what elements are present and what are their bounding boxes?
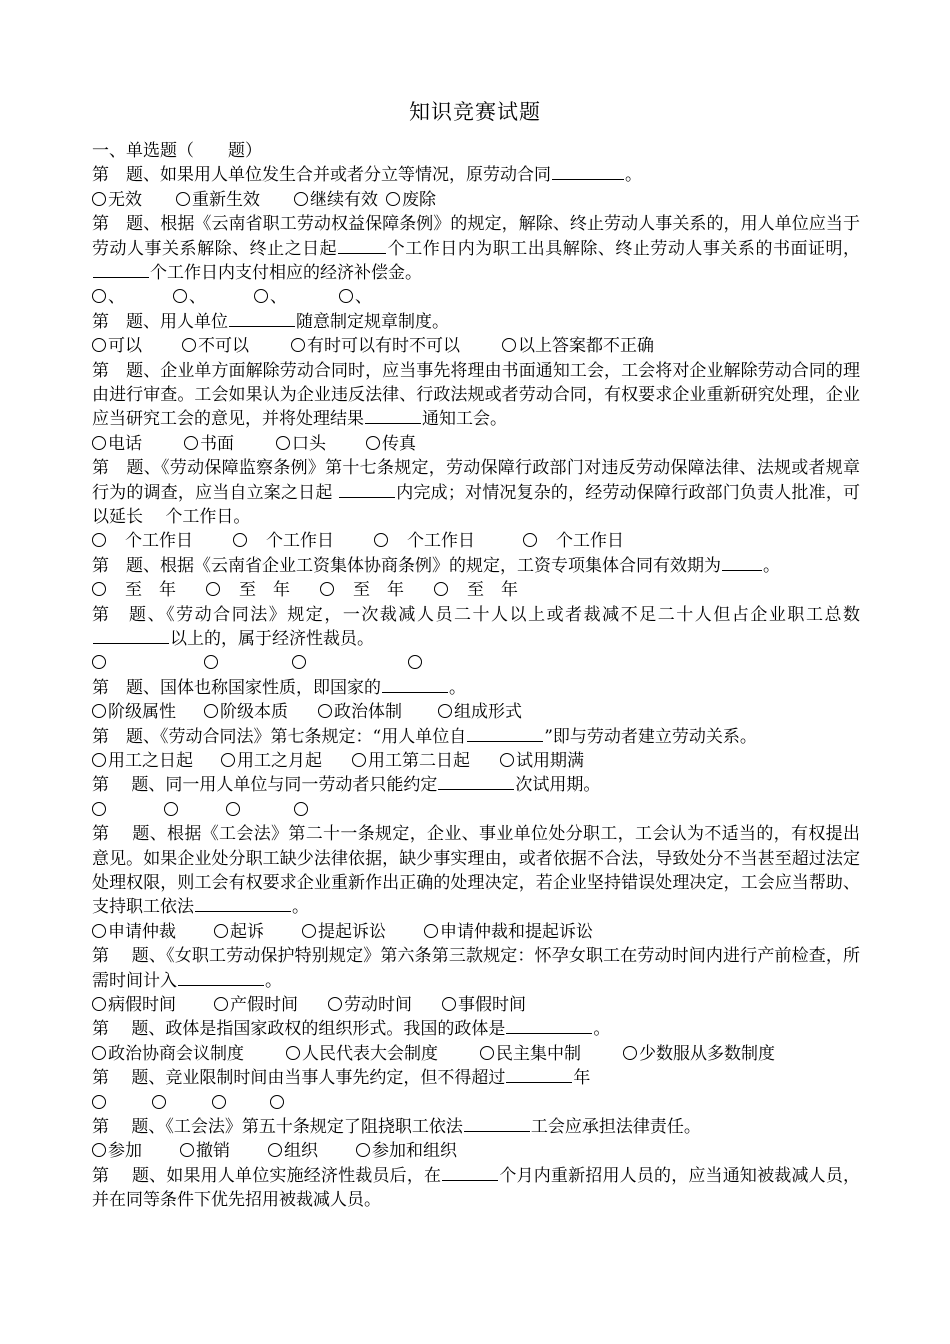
option-item[interactable] xyxy=(92,749,193,773)
radio-circle-icon[interactable] xyxy=(182,338,196,352)
radio-circle-icon[interactable] xyxy=(184,436,198,450)
stem-text: 次试用期。 xyxy=(515,775,601,796)
stem-text: ”即与劳动者建立劳动关系。 xyxy=(544,726,757,747)
stem-text: 个工作日内为职工出具解除、终止劳动人事关系的书面证明， xyxy=(387,238,860,259)
option-item[interactable] xyxy=(214,920,264,944)
radio-circle-icon[interactable] xyxy=(438,704,452,718)
option-label: 无效 xyxy=(108,189,142,210)
radio-circle-icon[interactable] xyxy=(424,924,438,938)
option-label: 少数服从多数制度 xyxy=(639,1043,775,1064)
stem-text: 第 题、竞业限制时间由当事人事先约定，但不得超过 xyxy=(92,1068,506,1089)
radio-circle-icon[interactable] xyxy=(164,802,178,816)
option-item[interactable] xyxy=(92,578,176,602)
option-row xyxy=(92,188,860,212)
option-label: 继续有效 xyxy=(310,189,378,210)
radio-circle-icon[interactable] xyxy=(408,655,422,669)
option-row xyxy=(92,432,860,456)
radio-circle-icon[interactable] xyxy=(212,1095,226,1109)
stem-text: 第 题、《工会法》第五十条规定了阻挠职工依法 xyxy=(92,1117,463,1138)
question-stem xyxy=(92,359,860,432)
option-item[interactable] xyxy=(276,432,326,456)
radio-circle-icon[interactable] xyxy=(152,1095,166,1109)
option-item[interactable] xyxy=(294,188,378,212)
radio-circle-icon[interactable] xyxy=(92,655,106,669)
option-item[interactable] xyxy=(152,1091,168,1115)
question-stem xyxy=(92,725,860,749)
radio-circle-icon[interactable] xyxy=(233,533,247,547)
option-label: 用工之日起 xyxy=(108,751,193,772)
option-label: 个工作日 xyxy=(390,531,475,552)
answer-blank[interactable] xyxy=(506,1017,592,1034)
radio-circle-icon[interactable] xyxy=(206,582,220,596)
answer-blank[interactable] xyxy=(382,676,448,693)
option-label: 人民代表大会制度 xyxy=(302,1043,438,1064)
option-item[interactable] xyxy=(408,651,424,675)
option-label: 政治协商会议制度 xyxy=(108,1043,244,1064)
stem-text: 第 题、《劳动保障监察条例》第十七条规定，劳动保障行政部门对违反劳动保障法律、法规或者规章行为的调查，应当自立案之日起 xyxy=(92,458,860,503)
answer-blank[interactable] xyxy=(178,969,264,986)
option-label: 阶级本质 xyxy=(220,702,288,723)
radio-circle-icon[interactable] xyxy=(374,533,388,547)
option-label: 提起诉讼 xyxy=(318,921,386,942)
radio-circle-icon[interactable] xyxy=(502,338,516,352)
radio-circle-icon[interactable] xyxy=(221,753,235,767)
stem-text: 。 xyxy=(593,1019,611,1040)
radio-circle-icon[interactable] xyxy=(352,753,366,767)
option-item[interactable] xyxy=(339,285,372,309)
option-item[interactable] xyxy=(292,651,308,675)
answer-blank[interactable] xyxy=(506,1066,572,1083)
option-label: 参加 xyxy=(108,1141,142,1162)
option-item[interactable] xyxy=(214,993,298,1017)
stem-text: 第 题、同一用人单位与同一劳动者只能约定 xyxy=(92,775,438,796)
stem-text: 随意制定规章制度。 xyxy=(296,311,449,332)
radio-circle-icon[interactable] xyxy=(92,533,106,547)
stem-text: 第 题、根据《工会法》第二十一条规定，企业、事业单位处分职工，工会认为不适当的，有权提出意见。如果企业处分职工缺少法律依据，缺少事实理由，或者依据不合法，导致处分不当甚至超过法定处理权限，则工会有权要求企业重新作出正确的处理决定，若企业坚持错误处理决定，工会应当帮助、支持职工依法 xyxy=(92,824,860,918)
option-label: 至 年 xyxy=(108,580,176,601)
option-item[interactable] xyxy=(270,1091,286,1115)
option-item[interactable] xyxy=(206,578,290,602)
option-label: 、 xyxy=(270,287,287,308)
radio-circle-icon[interactable] xyxy=(92,924,106,938)
question-stem xyxy=(92,1115,860,1139)
option-item[interactable] xyxy=(291,334,460,358)
option-item[interactable] xyxy=(226,798,242,822)
radio-circle-icon[interactable] xyxy=(214,997,228,1011)
answer-blank[interactable] xyxy=(195,895,291,912)
stem-text: 。 xyxy=(763,555,780,576)
option-label: 试用期满 xyxy=(516,751,584,772)
radio-circle-icon[interactable] xyxy=(92,1046,106,1060)
option-label: 政治体制 xyxy=(334,702,402,723)
option-item[interactable] xyxy=(386,188,436,212)
stem-text: 工会应承担法律责任。 xyxy=(530,1117,701,1138)
answer-blank[interactable] xyxy=(365,407,421,424)
option-row xyxy=(92,920,860,944)
option-item[interactable] xyxy=(204,651,220,675)
option-item[interactable] xyxy=(523,529,624,553)
option-row xyxy=(92,1091,860,1115)
question-stem xyxy=(92,212,860,285)
option-row xyxy=(92,749,860,773)
radio-circle-icon[interactable] xyxy=(320,582,334,596)
radio-circle-icon[interactable] xyxy=(302,924,316,938)
option-row xyxy=(92,993,860,1017)
option-label: 至 年 xyxy=(336,580,404,601)
stem-text: 。 xyxy=(292,897,309,918)
option-item[interactable] xyxy=(92,334,142,358)
option-label: 组织 xyxy=(284,1141,318,1162)
option-item[interactable] xyxy=(180,1139,230,1163)
question-stem xyxy=(92,944,860,993)
question-stem xyxy=(92,554,860,578)
option-item[interactable] xyxy=(424,920,593,944)
option-label: 至 年 xyxy=(222,580,290,601)
radio-circle-icon[interactable] xyxy=(434,582,448,596)
radio-circle-icon[interactable] xyxy=(623,1046,637,1060)
option-item[interactable] xyxy=(434,578,518,602)
radio-circle-icon[interactable] xyxy=(92,338,106,352)
option-row xyxy=(92,1139,860,1163)
stem-text: 。 xyxy=(449,677,466,698)
option-item[interactable] xyxy=(92,1091,108,1115)
option-item[interactable] xyxy=(352,749,470,773)
radio-circle-icon[interactable] xyxy=(92,436,106,450)
stem-text: 第 题、《女职工劳动保护特别规定》第六条第三款规定：怀孕女职工在劳动时间内进行产前检查，所需时间计入 xyxy=(92,946,860,991)
question-list xyxy=(92,139,860,1213)
stem-text: 第 题、政体是指国家政权的组织形式。我国的政体是 xyxy=(92,1019,506,1040)
radio-circle-icon[interactable] xyxy=(339,289,353,303)
answer-blank[interactable] xyxy=(552,163,624,180)
option-label: 撤销 xyxy=(196,1141,230,1162)
answer-blank[interactable] xyxy=(438,773,514,790)
option-label: 事假时间 xyxy=(458,995,526,1016)
answer-blank[interactable] xyxy=(93,627,169,644)
stem-text: 个工作日内支付相应的经济补偿金。 xyxy=(150,263,422,283)
option-item[interactable] xyxy=(294,798,310,822)
option-item[interactable] xyxy=(164,798,180,822)
question-stem xyxy=(92,676,860,700)
option-item[interactable] xyxy=(173,285,206,309)
option-label: 、 xyxy=(355,287,372,308)
option-label: 用工第二日起 xyxy=(368,751,470,772)
stem-text: 第 题、企业单方面解除劳动合同时，应当事先将理由书面通知工会，工会将对企业解除劳动合同的理由进行审查。工会如果认为企业违反法律、行政法规或者劳动合同，有权要求企业重新研究处理，企业应当研究工会的意见，并将处理结果 xyxy=(92,360,860,430)
option-row xyxy=(92,334,860,358)
option-item[interactable] xyxy=(184,432,234,456)
radio-circle-icon[interactable] xyxy=(92,582,106,596)
option-item[interactable] xyxy=(92,700,176,724)
radio-circle-icon[interactable] xyxy=(318,704,332,718)
option-item[interactable] xyxy=(92,798,108,822)
radio-circle-icon[interactable] xyxy=(291,338,305,352)
option-row xyxy=(92,529,860,553)
radio-circle-icon[interactable] xyxy=(204,655,218,669)
option-label: 产假时间 xyxy=(230,995,298,1016)
option-row xyxy=(92,651,860,675)
option-item[interactable] xyxy=(176,188,260,212)
option-item[interactable] xyxy=(182,334,249,358)
option-label: 用工之月起 xyxy=(237,751,322,772)
option-item[interactable] xyxy=(442,993,526,1017)
radio-circle-icon[interactable] xyxy=(214,924,228,938)
stem-text: 个月内重新招用人员的，应当通知被裁减人员，并在同等条件下优先招用被裁减人员。 xyxy=(92,1165,860,1211)
radio-circle-icon[interactable] xyxy=(204,704,218,718)
option-item[interactable] xyxy=(500,749,584,773)
stem-text: 年 xyxy=(573,1068,591,1089)
radio-circle-icon[interactable] xyxy=(523,533,537,547)
option-item[interactable] xyxy=(92,993,176,1017)
radio-circle-icon[interactable] xyxy=(276,436,290,450)
option-label: 参加和组织 xyxy=(372,1141,457,1162)
radio-circle-icon[interactable] xyxy=(442,997,456,1011)
stem-text: 通知工会。 xyxy=(422,409,507,430)
option-item[interactable] xyxy=(254,285,287,309)
question-stem xyxy=(92,1164,860,1213)
option-item[interactable] xyxy=(204,700,288,724)
option-item[interactable] xyxy=(318,700,402,724)
answer-blank[interactable] xyxy=(93,261,149,278)
question-stem xyxy=(92,310,860,334)
option-item[interactable] xyxy=(92,1139,142,1163)
answer-blank[interactable] xyxy=(442,1164,498,1181)
answer-blank[interactable] xyxy=(722,554,762,571)
option-item[interactable] xyxy=(268,1139,318,1163)
option-item[interactable] xyxy=(320,578,404,602)
radio-circle-icon[interactable] xyxy=(480,1046,494,1060)
option-item[interactable] xyxy=(286,1042,438,1066)
stem-text: 第 题、根据《云南省职工劳动权益保障条例》的规定，解除、终止劳动人事关系的，用人单位应当于劳动人事关系解除、终止之日起 xyxy=(92,214,860,259)
option-item[interactable] xyxy=(92,920,176,944)
option-item[interactable] xyxy=(356,1139,457,1163)
question-stem xyxy=(92,1066,860,1090)
option-label: 废除 xyxy=(402,189,436,210)
section-heading: 一、单选题（ 题） xyxy=(92,141,262,161)
stem-text: 第 题、如果用人单位发生合并或者分立等情况，原劳动合同 xyxy=(92,165,551,186)
option-item[interactable] xyxy=(366,432,416,456)
option-item[interactable] xyxy=(374,529,475,553)
stem-text: 第 题、国体也称国家性质，即国家的 xyxy=(92,677,381,698)
radio-circle-icon[interactable] xyxy=(254,289,268,303)
radio-circle-icon[interactable] xyxy=(92,753,106,767)
option-item[interactable] xyxy=(623,1042,775,1066)
radio-circle-icon[interactable] xyxy=(366,436,380,450)
radio-circle-icon[interactable] xyxy=(294,802,308,816)
option-label: 劳动时间 xyxy=(344,995,412,1016)
question-stem xyxy=(92,603,860,652)
option-row xyxy=(92,798,860,822)
answer-blank[interactable] xyxy=(229,310,295,327)
stem-text: 。 xyxy=(625,165,642,186)
option-item[interactable] xyxy=(92,529,193,553)
radio-circle-icon[interactable] xyxy=(500,753,514,767)
option-label: 组成形式 xyxy=(454,702,522,723)
option-label: 阶级属性 xyxy=(108,702,176,723)
radio-circle-icon[interactable] xyxy=(292,655,306,669)
option-row xyxy=(92,578,860,602)
option-label: 重新生效 xyxy=(192,189,260,210)
option-row xyxy=(92,285,860,309)
stem-text: 以上的，属于经济性裁员。 xyxy=(170,629,374,650)
option-label: 书面 xyxy=(200,433,234,454)
option-item[interactable] xyxy=(233,529,334,553)
question-stem xyxy=(92,773,860,797)
answer-blank[interactable] xyxy=(467,725,543,742)
radio-circle-icon[interactable] xyxy=(268,1143,282,1157)
option-item[interactable] xyxy=(502,334,654,358)
option-item[interactable] xyxy=(92,285,125,309)
option-label: 可以 xyxy=(108,336,142,357)
radio-circle-icon[interactable] xyxy=(92,289,106,303)
radio-circle-icon[interactable] xyxy=(180,1143,194,1157)
radio-circle-icon[interactable] xyxy=(92,1143,106,1157)
radio-circle-icon[interactable] xyxy=(176,192,190,206)
option-label: 个工作日 xyxy=(539,531,624,552)
radio-circle-icon[interactable] xyxy=(92,192,106,206)
radio-circle-icon[interactable] xyxy=(92,1095,106,1109)
radio-circle-icon[interactable] xyxy=(294,192,308,206)
option-label: 至 年 xyxy=(450,580,518,601)
radio-circle-icon[interactable] xyxy=(356,1143,370,1157)
option-label: 申请仲裁 xyxy=(108,921,176,942)
stem-text: 第 题、《劳动合同法》第七条规定：“用人单位自 xyxy=(92,726,467,747)
option-label: 起诉 xyxy=(230,921,264,942)
question-stem xyxy=(92,456,860,529)
option-label: 不可以 xyxy=(198,336,249,357)
radio-circle-icon[interactable] xyxy=(386,192,400,206)
option-label: 民主集中制 xyxy=(496,1043,581,1064)
radio-circle-icon[interactable] xyxy=(92,802,106,816)
answer-blank[interactable] xyxy=(339,481,395,498)
radio-circle-icon[interactable] xyxy=(286,1046,300,1060)
option-label: 、 xyxy=(189,287,206,308)
option-item[interactable] xyxy=(480,1042,581,1066)
option-item[interactable] xyxy=(212,1091,228,1115)
question-stem xyxy=(92,822,860,920)
option-item[interactable] xyxy=(92,651,108,675)
option-item[interactable] xyxy=(92,1042,244,1066)
radio-circle-icon[interactable] xyxy=(92,997,106,1011)
stem-text: 第 题、用人单位 xyxy=(92,311,228,332)
option-item[interactable] xyxy=(328,993,412,1017)
option-row xyxy=(92,700,860,724)
option-item[interactable] xyxy=(92,188,142,212)
answer-blank[interactable] xyxy=(464,1115,530,1132)
stem-text: 。 xyxy=(265,970,282,991)
question-stem xyxy=(92,163,860,187)
option-item[interactable] xyxy=(92,432,142,456)
option-item[interactable] xyxy=(438,700,522,724)
option-label: 病假时间 xyxy=(108,995,176,1016)
radio-circle-icon[interactable] xyxy=(226,802,240,816)
stem-text: 第 题、《劳动合同法》规定，一次裁减人员二十人以上或者裁减不足二十人但占企业职工总数 xyxy=(92,604,860,625)
stem-text: 第 题、根据《云南省企业工资集体协商条例》的规定，工资专项集体合同有效期为 xyxy=(92,555,721,576)
question-stem xyxy=(92,1017,860,1041)
option-label: 个工作日 xyxy=(249,531,334,552)
option-label: 个工作日 xyxy=(108,531,193,552)
option-item[interactable] xyxy=(302,920,386,944)
radio-circle-icon[interactable] xyxy=(328,997,342,1011)
option-label: 有时可以有时不可以 xyxy=(307,336,460,357)
radio-circle-icon[interactable] xyxy=(270,1095,284,1109)
option-label: 口头 xyxy=(292,433,326,454)
option-label: 、 xyxy=(108,287,125,308)
stem-text: 第 题、如果用人单位实施经济性裁员后，在 xyxy=(92,1165,442,1186)
document-title: 知识竞赛试题 xyxy=(409,100,541,124)
option-label: 以上答案都不正确 xyxy=(518,336,654,357)
stem-text: 内完成；对情况复杂的，经劳动保障行政部门负责人批准，可以延长 个工作日。 xyxy=(92,482,861,528)
option-label: 传真 xyxy=(382,433,416,454)
option-label: 电话 xyxy=(108,433,142,454)
answer-blank[interactable] xyxy=(338,237,386,254)
option-row xyxy=(92,1042,860,1066)
option-item[interactable] xyxy=(221,749,322,773)
radio-circle-icon[interactable] xyxy=(173,289,187,303)
radio-circle-icon[interactable] xyxy=(92,704,106,718)
option-label: 申请仲裁和提起诉讼 xyxy=(440,921,593,942)
